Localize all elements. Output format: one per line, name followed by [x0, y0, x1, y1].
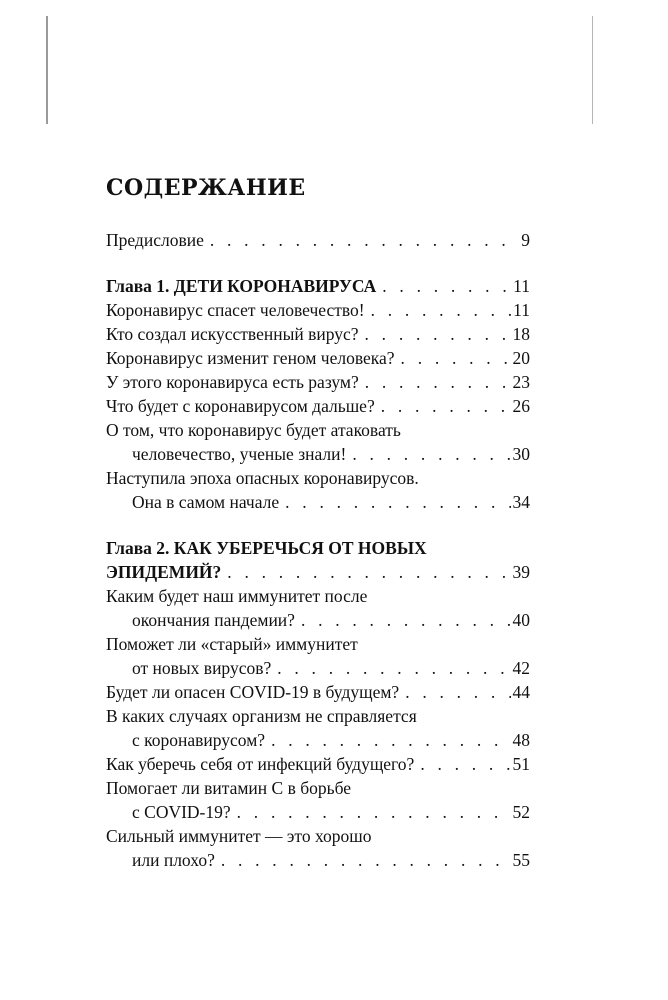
toc-entry-continuation[interactable] — [106, 442, 530, 466]
toc-entry[interactable] — [106, 824, 530, 848]
leader-dots — [237, 800, 511, 824]
leader-dots — [365, 370, 511, 394]
leader-dots — [221, 848, 511, 872]
section-gap — [106, 252, 530, 274]
toc-entry[interactable] — [106, 776, 530, 800]
toc-entry-text: Сильный иммунитет — это хорошо — [106, 826, 372, 846]
toc-entry-text: от новых вирусов? — [132, 658, 272, 678]
toc-page-number: 18 — [512, 324, 530, 344]
toc-entry[interactable] — [106, 584, 530, 608]
toc-page-number: 48 — [512, 730, 530, 750]
leader-dots — [371, 298, 512, 322]
toc-page-number: 40 — [512, 610, 530, 630]
toc-entry-text: с COVID-19? — [132, 802, 231, 822]
toc-entry-preface[interactable] — [106, 228, 530, 252]
toc-page-number: 11 — [513, 276, 530, 296]
toc-entry[interactable] — [106, 418, 530, 442]
toc-entry[interactable] — [106, 752, 530, 776]
toc-entry-text: с коронавирусом? — [132, 730, 266, 750]
toc-entry-text: Кто создал искусственный вирус? — [106, 324, 359, 344]
leader-dots — [271, 728, 510, 752]
leader-dots — [227, 560, 510, 584]
toc-page-number: 9 — [521, 230, 530, 250]
toc-entry[interactable] — [106, 394, 530, 418]
toc-chapter-2-continuation[interactable] — [106, 560, 530, 584]
toc-entry[interactable] — [106, 298, 530, 322]
toc-entry[interactable] — [106, 704, 530, 728]
toc-chapter-title: Глава 1. ДЕТИ КОРОНАВИРУСА — [106, 276, 377, 296]
toc-chapter-2[interactable] — [106, 536, 530, 560]
toc-entry[interactable] — [106, 346, 530, 370]
toc-page-number: 51 — [512, 754, 530, 774]
toc-entry-text: Коронавирус спасет человечество! — [106, 300, 365, 320]
toc-page-number: 55 — [512, 850, 530, 870]
section-gap — [106, 514, 530, 536]
leader-dots — [285, 490, 510, 514]
toc-entry-text: Как уберечь себя от инфекций будущего? — [106, 754, 415, 774]
toc-page-number: 23 — [512, 372, 530, 392]
leader-dots — [277, 656, 510, 680]
toc-entry-continuation[interactable] — [106, 608, 530, 632]
toc-page-number: 44 — [512, 682, 530, 702]
toc-entry-text: окончания пандемии? — [132, 610, 295, 630]
toc-entry-text: Каким будет наш иммунитет после — [106, 586, 368, 606]
leader-dots — [352, 442, 510, 466]
toc-entry-text: Поможет ли «старый» иммунитет — [106, 634, 358, 654]
toc-chapter-title: Глава 2. КАК УБЕРЕЧЬСЯ ОТ НОВЫХ — [106, 538, 427, 558]
toc-page-number: 42 — [512, 658, 530, 678]
toc-entry[interactable] — [106, 680, 530, 704]
toc-entry-text: Она в самом начале — [132, 492, 280, 512]
toc-page-number: 11 — [513, 300, 530, 320]
toc-entry-text: В каких случаях организм не справляется — [106, 706, 417, 726]
toc-page-number: 39 — [512, 562, 530, 582]
toc-page-number: 30 — [512, 444, 530, 464]
leader-dots — [365, 322, 511, 346]
toc-entry-text: Предисловие — [106, 230, 204, 250]
leader-dots — [405, 680, 510, 704]
toc-entry[interactable] — [106, 632, 530, 656]
toc-chapter-1[interactable] — [106, 274, 530, 298]
toc-entry-continuation[interactable] — [106, 656, 530, 680]
leader-dots — [420, 752, 510, 776]
page-edge-left — [46, 16, 48, 124]
toc-entry-text: Наступила эпоха опасных коронавирусов. — [106, 468, 419, 488]
page-title: СОДЕРЖАНИЕ — [106, 175, 306, 201]
toc-entry-text: или плохо? — [132, 850, 215, 870]
toc-chapter-title: ЭПИДЕМИЙ? — [106, 562, 222, 582]
toc-entry-continuation[interactable] — [106, 800, 530, 824]
leader-dots — [401, 346, 511, 370]
leader-dots — [301, 608, 511, 632]
toc-entry-text: Помогает ли витамин С в борьбе — [106, 778, 352, 798]
leader-dots — [210, 228, 519, 252]
toc-entry-continuation[interactable] — [106, 490, 530, 514]
toc-entry[interactable] — [106, 322, 530, 346]
table-of-contents — [106, 228, 530, 872]
toc-entry-text: Будет ли опасен COVID-19 в будущем? — [106, 682, 400, 702]
page-edge-right — [592, 16, 593, 124]
toc-entry-continuation[interactable] — [106, 848, 530, 872]
toc-page-number: 20 — [512, 348, 530, 368]
toc-entry-text: человечество, ученые знали! — [132, 444, 347, 464]
toc-page-number: 26 — [512, 396, 530, 416]
toc-entry-continuation[interactable] — [106, 728, 530, 752]
toc-entry-text: Что будет с коронавирусом дальше? — [106, 396, 375, 416]
toc-entry-text: У этого коронавируса есть разум? — [106, 372, 359, 392]
toc-entry-text: О том, что коронавирус будет атаковать — [106, 420, 401, 440]
leader-dots — [381, 394, 511, 418]
toc-page-number: 34 — [512, 492, 530, 512]
toc-entry[interactable] — [106, 370, 530, 394]
toc-entry-text: Коронавирус изменит геном человека? — [106, 348, 395, 368]
toc-entry[interactable] — [106, 466, 530, 490]
leader-dots — [382, 274, 511, 298]
toc-page-number: 52 — [512, 802, 530, 822]
